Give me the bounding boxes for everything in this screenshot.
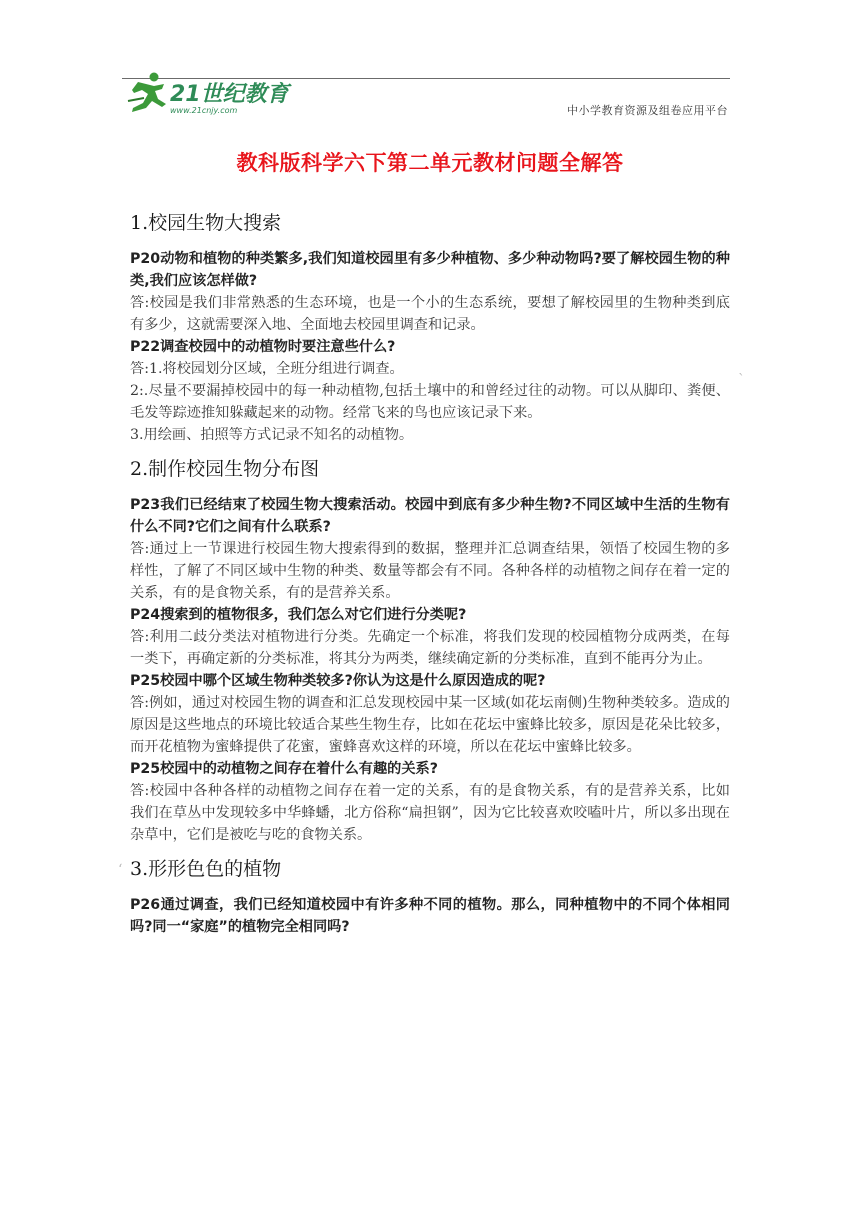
logo-text: 21世纪教育 <box>170 82 289 107</box>
answer: 答:例如，通过对校园生物的调查和汇总发现校园中某一区域(如花坛南侧)生物种类较多。造成的原因是这些地点的环境比较适合某些生物生存，比如在花坛中蜜蜂比较多，原因是花朵比较多，而开花植物为蜜蜂提供了花蜜，蜜蜂喜欢这样的环境，所以在花坛中蜜蜂比较多。 <box>130 695 730 755</box>
question: P24搜索到的植物很多，我们怎么对它们进行分类呢? <box>130 607 467 623</box>
question: P25校园中哪个区域生物种类较多?你认为这是什么原因造成的呢? <box>130 673 546 689</box>
answer: 答:校园中各种各样的动植物之间存在着一定的关系，有的是食物关系，有的是营养关系，比如我们在草丛中发现较多中华蜂蟠，北方俗称“扁担钢”，因为它比较喜欢咬嗑叶片，所以多出现在杂草中，它们是被吃与吃的食物关系。 <box>130 783 730 843</box>
answer-line: 答:1.将校园划分区域，全班分组进行调查。 <box>130 361 404 377</box>
scan-mark: ‘ <box>118 862 123 878</box>
answer: 答:利用二歧分类法对植物进行分类。先确定一个标准，将我们发现的校园植物分成两类，在每一类下，再确定新的分类标准，将其分为两类，继续确定新的分类标准，直到不能再分为止。 <box>130 629 730 667</box>
question: P25校园中的动植物之间存在着什么有趣的关系? <box>130 761 438 777</box>
question: P26通过调查，我们已经知道校园中有许多种不同的植物。那么，同种植物中的不同个体相同吗?同一“家庭”的植物完全相同吗? <box>130 897 730 935</box>
section-heading: 2.制作校园生物分布图 <box>130 458 320 480</box>
runner-icon <box>128 73 166 113</box>
section-heading: 3.形形色色的植物 <box>130 858 282 880</box>
section-heading: 1.校园生物大搜索 <box>130 212 282 234</box>
question: P23我们已经结束了校园生物大搜索活动。校园中到底有多少种生物?不同区域中生活的生物有什么不同?它们之间有什么联系? <box>130 497 730 535</box>
question: P20动物和植物的种类繁多,我们知道校园里有多少种植物、多少种动物吗?要了解校园生物的种类,我们应该怎样做? <box>130 251 730 289</box>
document-title: 教科版科学六下第二单元教材问题全解答 <box>236 151 624 175</box>
section-2 <box>130 456 730 846</box>
section-1 <box>130 210 730 446</box>
answer-line: 2:.尽量不要漏掉校园中的每一种动植物,包括土壤中的和曾经过往的动物。可以从脚印、粪便、毛发等踪迹推知躲藏起来的动物。经常飞来的鸟也应该记录下来。 <box>130 383 730 421</box>
page-header <box>122 66 730 122</box>
answer: 答:通过上一节课进行校园生物大搜索得到的数据，整理并汇总调查结果，领悟了校园生物的多样性，了解了不同区域中生物的种类、数量等都会有不同。各种各样的动植物之间存在着一定的关系，有的是食物关系，有的是营养关系。 <box>130 541 730 601</box>
logo-url: www.21cnjy.com <box>170 106 238 115</box>
document-body <box>130 200 730 938</box>
platform-name: 中小学教育资源及组卷应用平台 <box>567 104 728 117</box>
logo <box>124 68 294 118</box>
question: P22调查校园中的动植物时要注意些什么? <box>130 339 396 355</box>
answer-line: 3.用绘画、拍照等方式记录不知名的动植物。 <box>130 427 414 443</box>
answer: 答:校园是我们非常熟悉的生态环境，也是一个小的生态系统，要想了解校园里的生物种类到底有多少，这就需要深入地、全面地去校园里调查和记录。 <box>130 295 730 333</box>
section-3 <box>130 856 730 938</box>
scan-mark: ˋ <box>738 372 745 388</box>
